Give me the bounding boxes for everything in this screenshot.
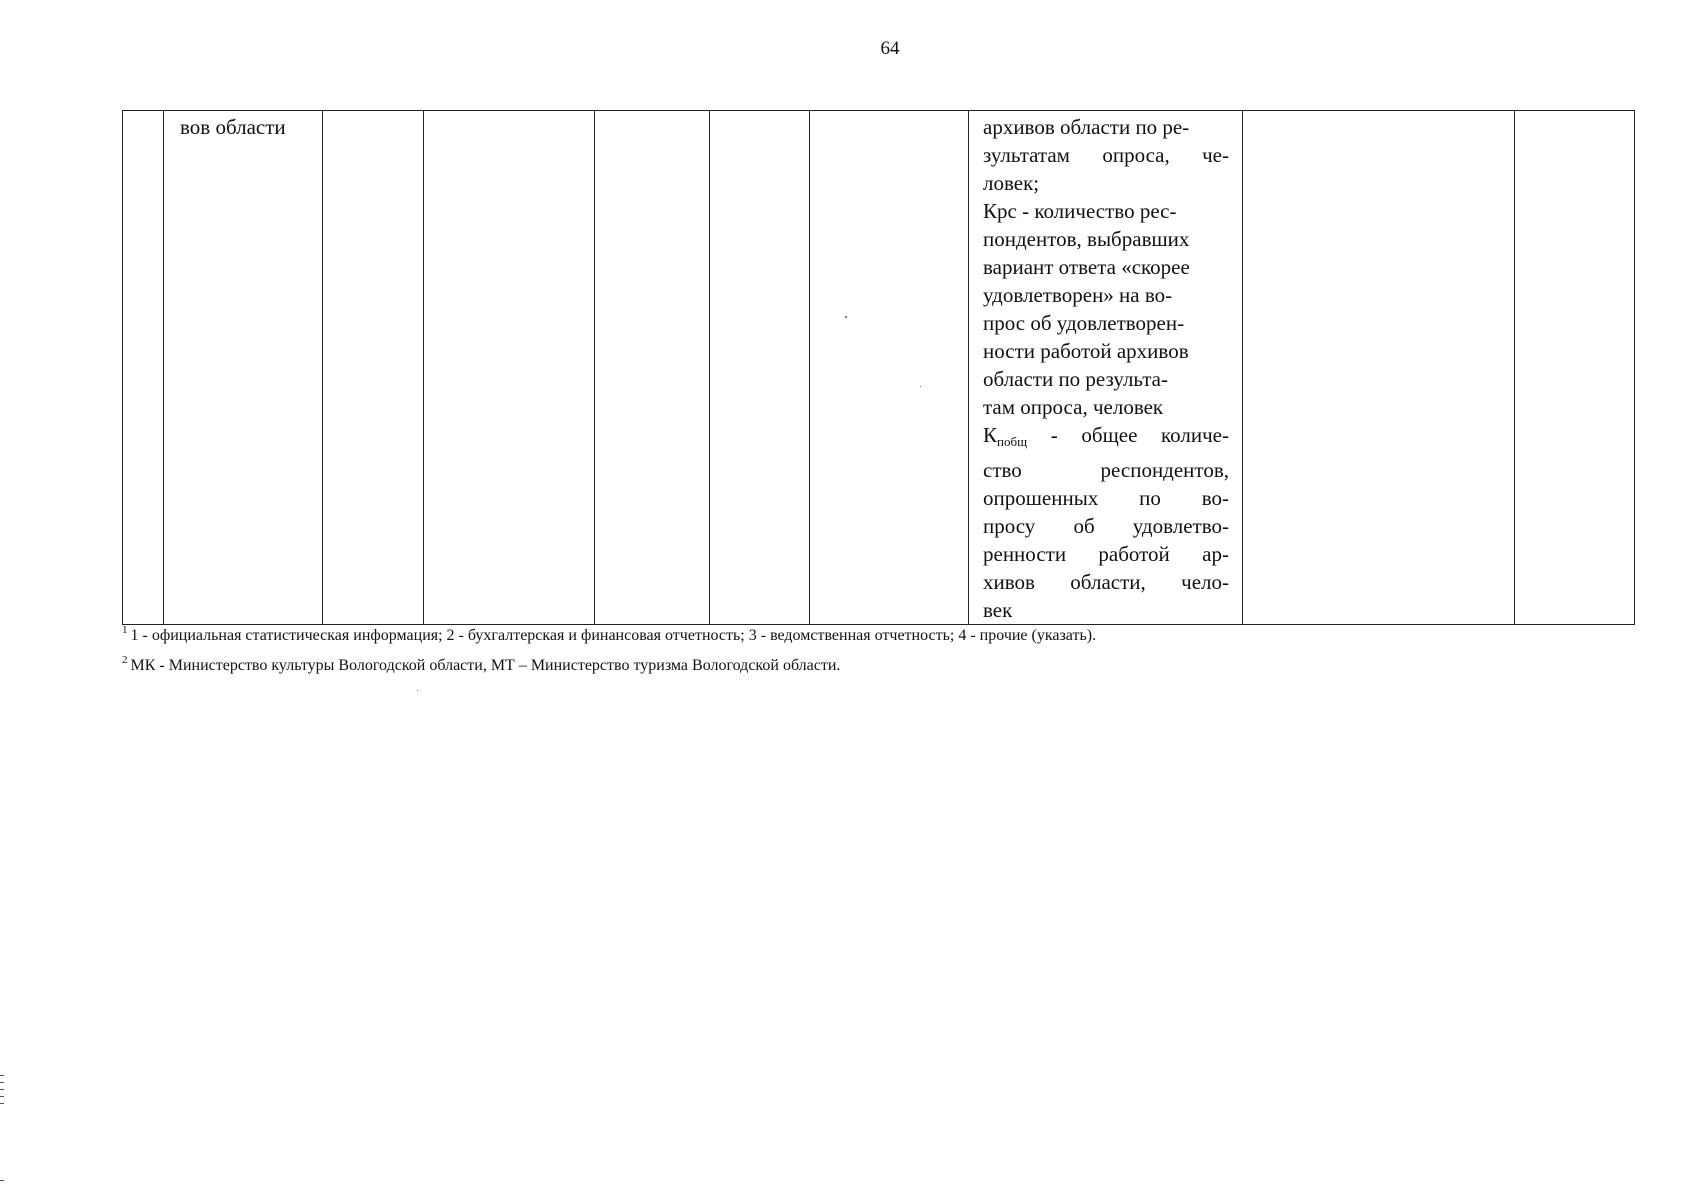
scan-edge-mark xyxy=(0,1089,4,1090)
scan-speck xyxy=(845,316,847,318)
scan-edge-mark xyxy=(0,1103,4,1104)
footnote-mark: 2 xyxy=(122,654,128,666)
footnote-text: 1 - официальная статистическая информация; 2 - бухгалтерская и финансовая отчетность; 3 - ведомственная отчетность; 4 - прочие (указать). xyxy=(130,627,1097,644)
cell-empty-3 xyxy=(323,111,424,625)
formula-line: удовлетворен» на во- xyxy=(983,283,1173,307)
table-row xyxy=(123,111,1635,625)
scan-edge-mark xyxy=(0,1180,4,1181)
formula-line: Крс - количество рес- xyxy=(983,199,1177,223)
formula-line: ловек; xyxy=(983,171,1040,195)
cell-empty-6 xyxy=(710,111,810,625)
kpobsh-subscript: побщ xyxy=(997,434,1028,449)
formula-line: век xyxy=(983,598,1013,622)
indicator-table xyxy=(122,110,1635,625)
formula-line: ренности работой ар- xyxy=(983,542,1229,566)
formula-line: архивов области по ре- xyxy=(983,115,1190,139)
scan-edge-mark xyxy=(0,1096,4,1097)
cell-empty-7 xyxy=(810,111,969,625)
kpobsh-symbol: К xyxy=(983,423,998,447)
footnote-1 xyxy=(122,618,1096,648)
formula-line: пондентов, выбравших xyxy=(983,227,1190,251)
cell-indicator-name: вов области xyxy=(164,111,323,625)
kpobsh-line xyxy=(983,421,1229,456)
scan-edge-mark xyxy=(0,1075,4,1076)
page-number: 64 xyxy=(880,38,900,59)
cell-empty-4 xyxy=(424,111,595,625)
footnote-2 xyxy=(122,648,1096,678)
cell-empty-9 xyxy=(1243,111,1515,625)
formula-line: зультатам опроса, че- xyxy=(983,143,1229,167)
formula-line: там опроса, человек xyxy=(983,395,1164,419)
cell-number xyxy=(123,111,164,625)
cell-empty-5 xyxy=(595,111,710,625)
footnotes xyxy=(122,618,1096,678)
scan-speck xyxy=(920,386,921,387)
footnote-mark: 1 xyxy=(122,624,128,636)
formula-line: опрошенных по во- xyxy=(983,486,1229,510)
cell-empty-10 xyxy=(1515,111,1635,625)
formula-line: просу об удовлетво- xyxy=(983,514,1229,538)
formula-line: области по результа- xyxy=(983,367,1168,391)
formula-line: вариант ответа «скорее xyxy=(983,255,1190,279)
formula-line: ности работой архивов xyxy=(983,339,1189,363)
scan-edge-mark xyxy=(0,1082,4,1083)
formula-line: прос об удовлетворен- xyxy=(983,311,1185,335)
footnote-text: МК - Министерство культуры Вологодской области, МТ – Министерство туризма Вологодской области. xyxy=(130,657,841,674)
cell-formula-description xyxy=(969,111,1243,625)
scan-speck xyxy=(417,690,418,691)
formula-line: хивов области, чело- xyxy=(983,570,1229,594)
formula-line: ство респондентов, xyxy=(983,458,1229,482)
kpobsh-definition: - общее количе- xyxy=(1027,423,1229,447)
